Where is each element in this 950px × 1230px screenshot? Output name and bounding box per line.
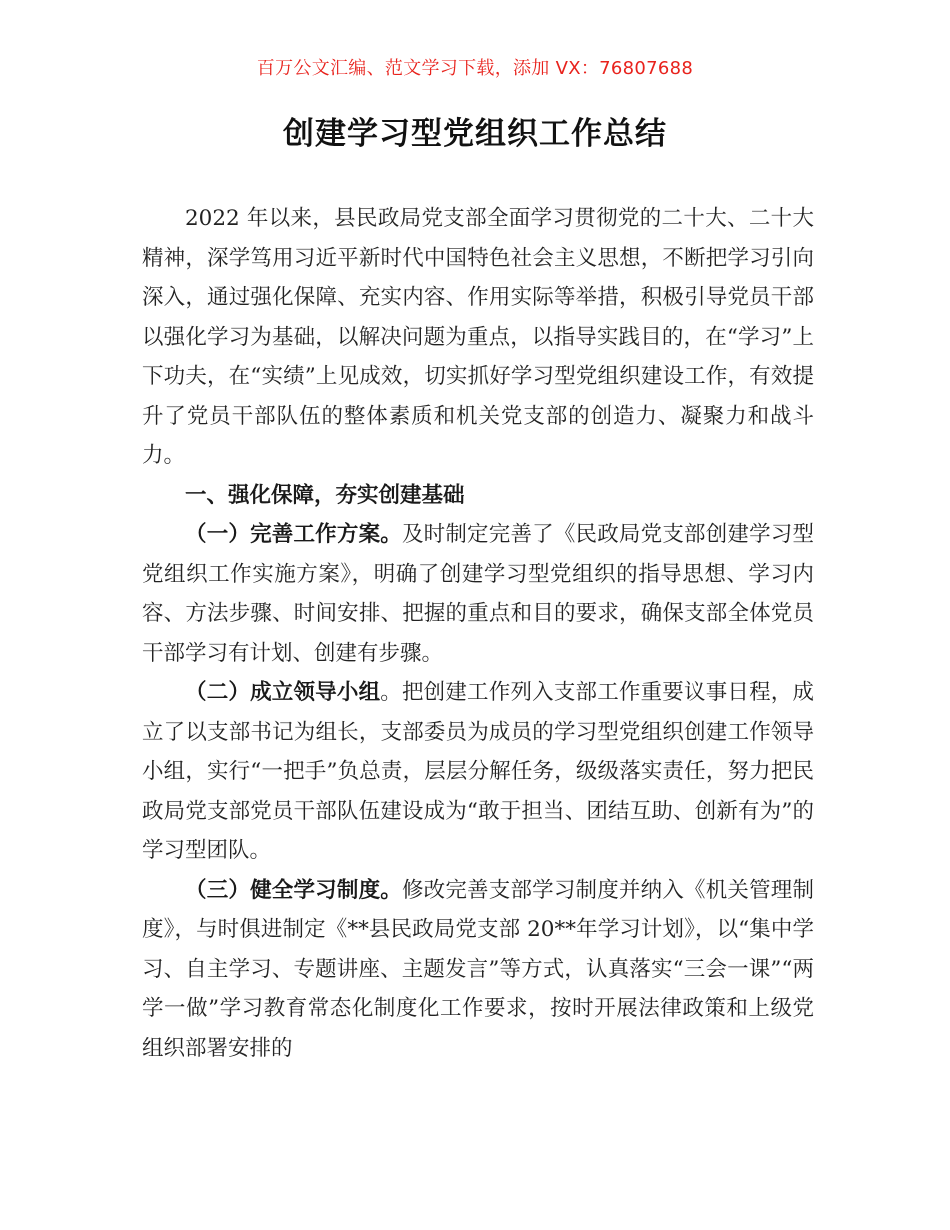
- paragraph-text: 修改完善支部学习制度并纳入《机关管理制度》，与时俱进制定《**县民政局党支部 20**年学习计划》，以“集中学习、自主学习、专题讲座、主题发言”等方式，认真落实“三会一课”“两学一做”学习教育常态化制度化工作要求，按时开展法律政策和上级党组织部署安排的: [142, 877, 814, 1061]
- intro-paragraph: 2022 年以来，县民政局党支部全面学习贯彻党的二十大、二十大精神，深学笃用习近平新时代中国特色社会主义思想，不断把学习引向深入，通过强化保障、充实内容、作用实际等举措，积极引导党员干部以强化学习为基础，以解决问题为重点，以指导实践目的，在“学习”上下功夫，在“实绩”上见成效，切实抓好学习型党组织建设工作，有效提升了党员干部队伍的整体素质和机关党支部的创造力、凝聚力和战斗力。: [142, 206, 814, 468]
- paragraph-lead: （二）成立领导小组: [185, 680, 381, 705]
- paragraph-lead: （一）完善工作方案。: [185, 522, 402, 547]
- paragraph-item-1: [142, 515, 814, 673]
- paragraph-lead: （三）健全学习制度。: [185, 877, 402, 903]
- header-banner: 百万公文汇编、范文学习下载，添加 VX：76807688: [256, 58, 694, 79]
- paragraph-item-2: [142, 673, 814, 871]
- paragraph-text: 。把创建工作列入支部工作重要议事日程，成立了以支部书记为组长，支部委员为成员的学习型党组织创建工作领导小组，实行“一把手”负总责，层层分解任务，级级落实责任，努力把民政局党支部党员干部队伍建设成为“敢于担当、团结互助、创新有为”的学习型团队。: [142, 680, 814, 863]
- paragraph-text: 及时制定完善了《民政局党支部创建学习型党组织工作实施方案》，明确了创建学习型党组织的指导思想、学习内容、方法步骤、时间安排、把握的重点和目的要求，确保支部全体党员干部学习有计划、创建有步骤。: [142, 522, 814, 666]
- document-body: [142, 199, 814, 1068]
- document-title: 创建学习型党组织工作总结: [283, 116, 667, 152]
- section-heading: 一、强化保障，夯实创建基础: [185, 482, 465, 508]
- paragraph-item-3: [142, 871, 814, 1069]
